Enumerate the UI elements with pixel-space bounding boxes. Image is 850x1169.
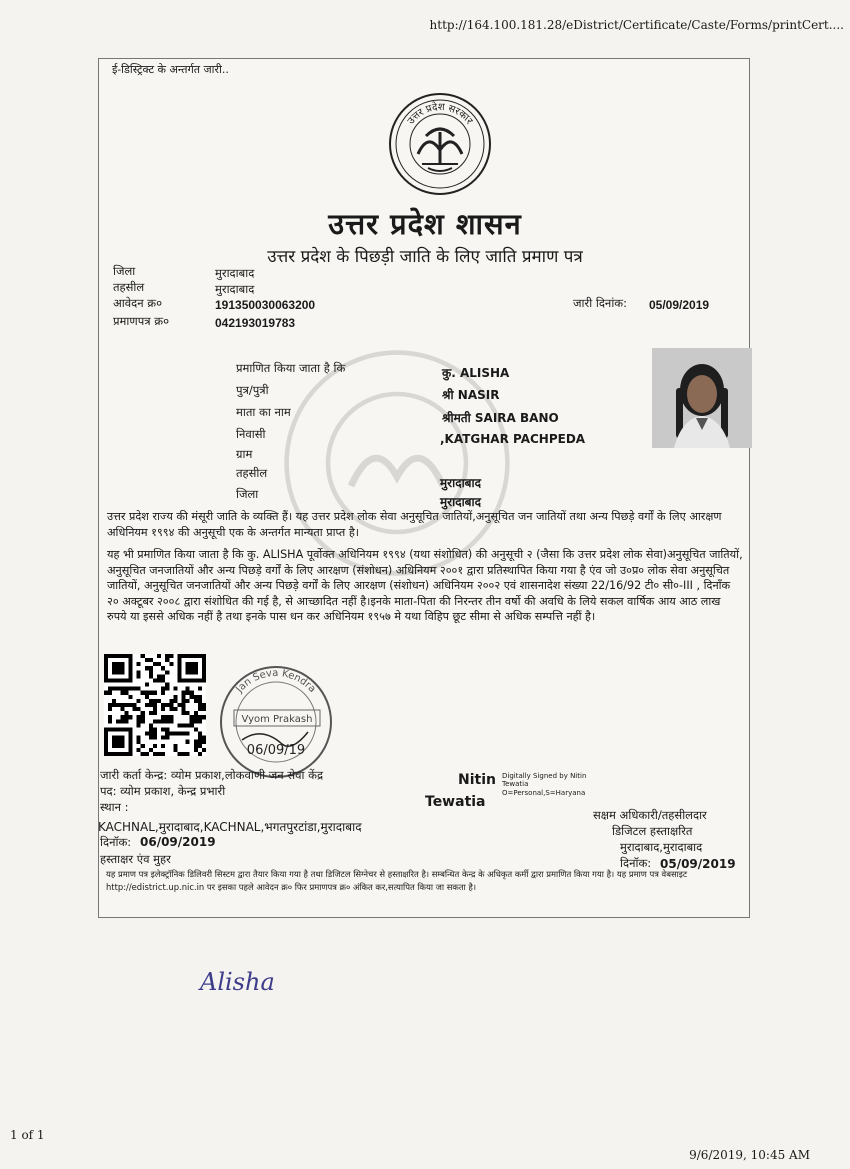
authority-title: सक्षम अधिकारी/तहसीलदार [593, 808, 707, 822]
relation-label: पुत्र/पुत्री [236, 383, 269, 397]
watermark-emblem [282, 348, 512, 578]
qr-code [104, 654, 206, 756]
authority-date: 05/09/2019 [660, 857, 736, 871]
digital-signer-first-name: Nitin [458, 772, 496, 788]
up-government-emblem [388, 92, 492, 196]
application-no-label: आवेदन क्र० [113, 296, 163, 310]
mother-name: श्रीमती SAIRA BANO [442, 411, 559, 425]
caste-paragraph: उत्तर प्रदेश राज्य की मंसूरी जाति के व्यक्ति हैं। यह उत्तर प्रदेश लोक सेवा अनुसूचित जातियों,अनुसूचित जन जातियों तथा अन्य पिछड़े वर्गों के लिए आरक्षण अधिनियम १९९४ की अनुसूची एक के अन्तर्गत मान्यता प्राप्त है। [107, 510, 722, 539]
authority-place: मुरादाबाद,मुरादाबाद [620, 840, 703, 854]
government-title: उत्तर प्रदेश शासन [328, 207, 522, 241]
footer-note: यह प्रमाण पत्र इलेक्ट्रॉनिक डिलिवरी सिस्टम द्वारा तैयार किया गया है तथा डिजिटल सिग्नेचर से हस्ताक्षरित है। सम्बन्धित केन्द्र के अधिकृत कर्मी द्वारा प्रमाणित किया गया है। यह प्रमाण पत्र वेबसाइट http://edistrict.up.nic.in पर इसका पहले आवेदन क्र० फिर प्रमाणपत्र क्र० अंकित कर,सत्यापित किया जा सकता है। [106, 869, 688, 892]
issuer-place-label: स्थान : [100, 800, 129, 814]
stamp-date: 06/09/19 [246, 743, 306, 758]
stamp-name: Vyom Prakash [241, 714, 313, 725]
eligibility-paragraph: यह भी प्रमाणित किया जाता है कि कु. ALISHA पूर्वोक्त अधिनियम १९९४ (यथा संशोधित) की अनुसूची २ (जैसा कि उत्तर प्रदेश लोक सेवा)अनुसूचित जातियों, अनुसूचित जनजातियों और अन्य पिछड़े वर्गों के लिए आरक्षण (संशोधन) अधिनियम २००१ द्वारा प्रतिस्थापित किया गया है एंव जो उ०प्र० लोक सेवा अनुसूचित जातियों, अनुसूचित जनजातियों और अन्य पिछड़े वर्गों के लिए आरक्षण (संशोधन) अधिनियम २००२ एवं शासनादेश संख्या 22/16/92 टी० सी०-III , दिनॉंक २० अक्टूबर २००८ द्वारा संशोधित की गई है, से आच्छादित नहीं है।इनके माता-पिता की निरन्तर तीन वर्षो की अवधि के लिये सकल वार्षिक आय आठ लाख रुपये या इससे अधिक नहीं है तथा इनके पास धन कर अधिनियम १९५७ मे यथा विहिप छूट सीमा से अधिक सम्पत्ति नहीं है। [107, 548, 743, 623]
tehsil-value: मुरादाबाद [215, 282, 255, 296]
village-label: ग्राम [236, 447, 253, 461]
certified-label: प्रमाणित किया जाता है कि [236, 361, 346, 375]
issuer-date-label: दिनॉक: [100, 835, 132, 849]
person-tehsil-label: तहसील [236, 466, 268, 480]
tehsil-label: तहसील [113, 280, 145, 294]
digital-signer-last-name: Tewatia [425, 794, 486, 810]
district-label: जिला [113, 264, 136, 278]
certificate-title: उत्तर प्रदेश के पिछड़ी जाति के लिए जाति प्रमाण पत्र [267, 247, 583, 267]
applicant-photo [652, 348, 752, 448]
issuer-post: पद: व्योम प्रकाश, केन्द्र प्रभारी [100, 784, 226, 798]
page-number: 1 of 1 [10, 1128, 45, 1142]
person-tehsil-value: मुरादाबाद [440, 476, 482, 490]
certificate-no-value: 042193019783 [215, 316, 296, 330]
digitally-signed-by-2: Tewatia [502, 780, 529, 788]
digitally-signed-by: Digitally Signed by Nitin [502, 772, 587, 780]
certificate-no-label: प्रमाणपत्र क्र० [113, 314, 170, 328]
person-district-value: मुरादाबाद [440, 495, 482, 509]
father-name: श्री NASIR [442, 388, 500, 402]
person-district-label: जिला [236, 487, 259, 501]
print-datetime: 9/6/2019, 10:45 AM [689, 1148, 810, 1162]
issuing-centre: जारी कर्ता केन्द्र: व्योम प्रकाश,लोकवाणी जन सेवा केंद्र [100, 768, 324, 782]
authority-digital-sign: डिजिटल हस्ताक्षरित [612, 824, 693, 838]
emblem-text: उत्तर प्रदेश सरकार [405, 101, 475, 127]
issue-date-label: जारी दिनांक: [573, 296, 628, 310]
issuer-place: KACHNAL,मुरादाबाद,KACHNAL,भगतपुरटांडा,मुरादाबाद [98, 820, 362, 834]
issuer-date: 06/09/2019 [140, 835, 216, 849]
resident-label: निवासी [236, 427, 266, 441]
application-no-value: 191350030063200 [215, 298, 316, 312]
district-value: मुरादाबाद [215, 266, 255, 280]
mother-label: माता का नाम [236, 405, 291, 419]
sign-and-seal-label: हस्ताक्षर एंव मुहर [100, 852, 171, 866]
issue-date-value: 05/09/2019 [649, 298, 710, 312]
print-url: http://164.100.181.28/eDistrict/Certificate/Caste/Forms/printCert.... [429, 18, 844, 32]
resident-value: ,KATGHAR PACHPEDA [440, 432, 586, 446]
signature-org: O=Personal,S=Haryana [502, 789, 586, 797]
person-name: कु. ALISHA [442, 366, 510, 380]
authority-date-label: दिनॉक: [620, 856, 652, 870]
handwritten-name: Alisha [200, 968, 275, 996]
stamp-top-text: Jan Seva Kendra [234, 667, 318, 695]
issued-under-label: ई-डिस्ट्रिक्ट के अन्तर्गत जारी.. [112, 63, 229, 76]
